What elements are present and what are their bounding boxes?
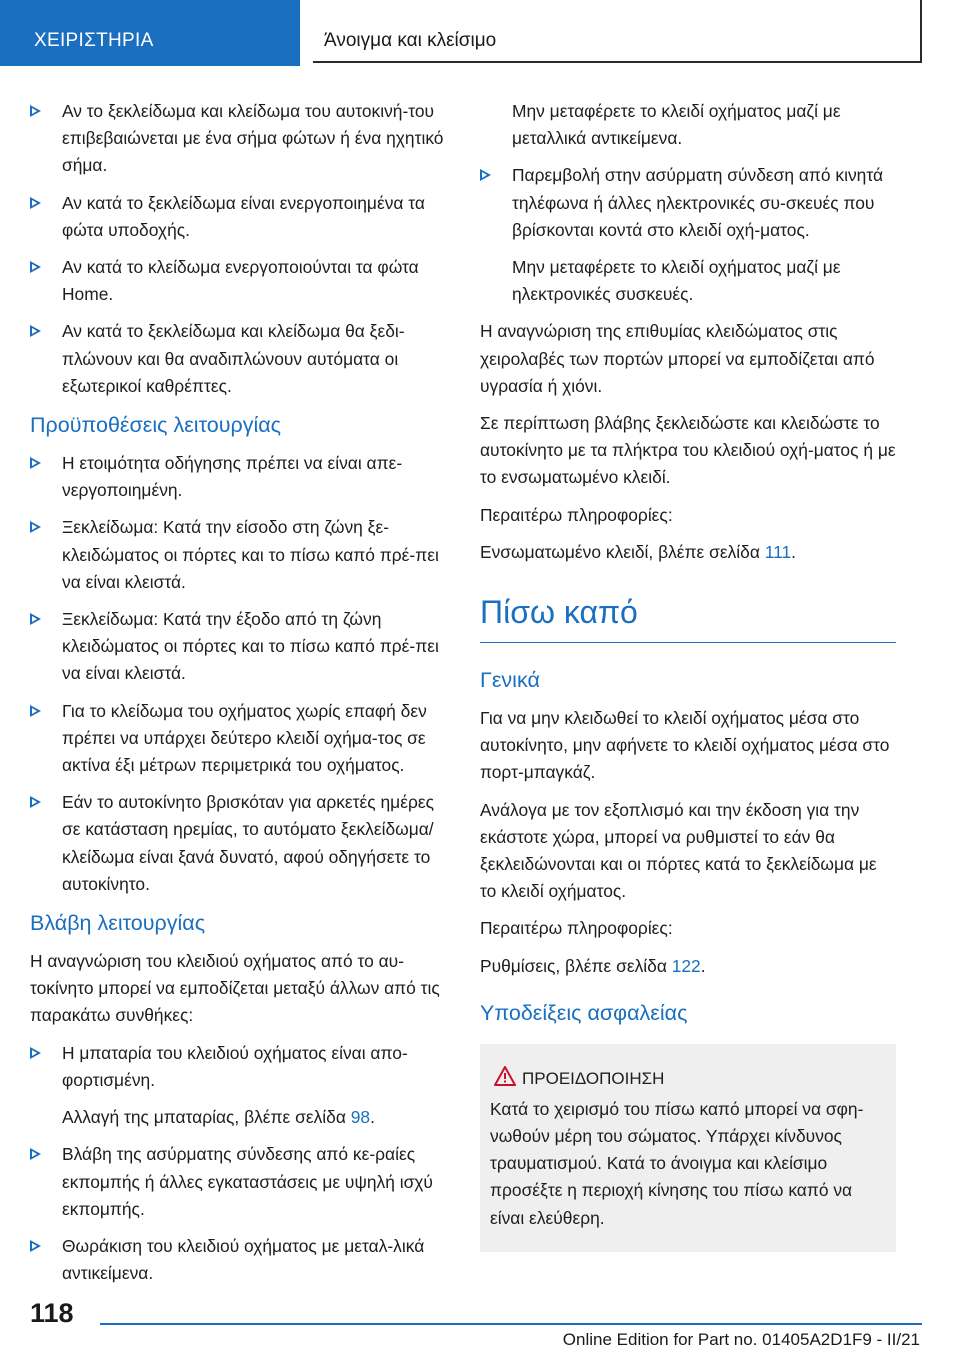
list-item <box>30 606 454 688</box>
list-item-text: Ξεκλείδωμα: Κατά την έξοδο από τη ζώνη κλειδώματος οι πόρτες και το πίσω καπό πρέ-πει να είναι κλειστά. <box>62 609 439 684</box>
list-item-text: Ξεκλείδωμα: Κατά την είσοδο στη ζώνη ξε-κλειδώματος οι πόρτες και το πίσω καπό πρέ-πει να είναι κλειστά. <box>62 517 439 592</box>
list-item <box>30 698 454 780</box>
heading-general: Γενικά <box>480 668 540 693</box>
list-item <box>30 514 454 596</box>
list-item <box>30 1233 454 1287</box>
reference-text: Ενσωματωμένο κλειδί, βλέπε σελίδα <box>480 541 765 562</box>
list-item <box>30 318 454 400</box>
heading-prerequisites: Προϋποθέσεις λειτουργίας <box>30 413 282 438</box>
triangle-bullet-icon <box>30 521 41 533</box>
list-item <box>30 1040 454 1094</box>
list-item-text: Αν κατά το ξεκλείδωμα είναι ενεργοποιημένα τα φώτα υποδοχής. <box>62 192 425 240</box>
page-link-98[interactable]: 98 <box>350 1107 371 1128</box>
triangle-bullet-icon <box>30 325 41 337</box>
triangle-bullet-icon <box>30 1148 41 1160</box>
triangle-bullet-icon <box>30 1240 41 1252</box>
heading-safety-notes: Υποδείξεις ασφαλείας <box>480 1000 688 1025</box>
list-item <box>30 190 454 244</box>
header-section-title: ΧΕΙΡΙΣΤΗΡΙΑ <box>34 30 154 51</box>
list-item-text: Αν κατά το ξεκλείδωμα και κλείδωμα θα ξεδι-πλώνουν και θα αναδιπλώνουν αυτόματα οι εξωτερικοί καθρέπτες. <box>62 321 405 396</box>
reference-text: Αλλαγή της μπαταρίας, βλέπε σελίδα <box>62 1107 351 1128</box>
list-item-text: Για το κλείδωμα του οχήματος χωρίς επαφή δεν πρέπει να υπάρχει δεύτερο κλειδί οχήμα-τος σε ακτίνα έξι μέτρων περιμετρικά του οχήματος. <box>62 700 427 776</box>
page-number: 118 <box>30 1298 74 1328</box>
triangle-bullet-icon <box>480 169 491 181</box>
triangle-bullet-icon <box>30 197 41 209</box>
page-link-122[interactable]: 122 <box>671 955 701 976</box>
header-topic-box <box>313 0 922 63</box>
heading-malfunction: Βλάβη λειτουργίας <box>30 911 206 936</box>
list-item <box>30 98 454 180</box>
list-item <box>480 162 896 244</box>
list-item-text: Η ετοιμότητα οδήγησης πρέπει να είναι απε-νεργοποιημένη. <box>62 453 403 501</box>
more-info-label: Περαιτέρω πληροφορίες: <box>480 504 673 525</box>
footer-edition: Online Edition for Part no. 01405A2D1F9 - II/21 <box>562 1330 920 1349</box>
list-item <box>30 450 454 504</box>
malfunction-intro: Η αναγνώριση του κλειδιού οχήματος από το αυ-τοκίνητο μπορεί να εμποδίζεται μεταξύ άλλων από τις παρακάτω συνθήκες: <box>30 951 440 1026</box>
more-info-label: Περαιτέρω πληροφορίες: <box>480 918 673 939</box>
warning-triangle-icon <box>494 1066 516 1086</box>
list-item <box>30 789 454 898</box>
list-item-text: Αν το ξεκλείδωμα και κλείδωμα του αυτοκινή-του επιβεβαιώνεται με ένα σήμα φώτων ή ένα ηχητικό σήμα. <box>62 101 444 176</box>
triangle-bullet-icon <box>30 261 41 273</box>
warning-title: ΠΡΟΕΙΔΟΠΟΙΗΣΗ <box>522 1068 665 1088</box>
fault-unlock-paragraph: Σε περίπτωση βλάβης ξεκλειδώστε και κλειδώστε το αυτοκίνητο με τα πλήκτρα του κλειδιού οχή-ματος ή με το ενσωματωμένο κλειδί. <box>480 413 896 488</box>
settings-reference: Ρυθμίσεις, βλέπε σελίδα 122. <box>480 955 706 976</box>
warning-title-row <box>490 1066 880 1092</box>
list-item-text: Η μπαταρία του κλειδιού οχήματος είναι απο-φορτισμένη. <box>62 1042 408 1090</box>
integrated-key-reference: Ενσωματωμένο κλειδί, βλέπε σελίδα 111. <box>480 541 796 562</box>
right-column <box>480 98 896 1252</box>
door-handles-paragraph: Η αναγνώριση της επιθυμίας κλειδώματος στις χειρολαβές των πορτών μπορεί να εμποδίζεται από υγρασία ή χιόνι. <box>480 321 875 396</box>
list-item-text: Βλάβη της ασύρματης σύνδεσης από κε-ραίες εκπομπής ή άλλες εγκαταστάσεις με υψηλή ισχύ εκπομπής. <box>62 1144 433 1219</box>
triangle-bullet-icon <box>30 105 41 117</box>
general-paragraph-2: Ανάλογα με τον εξοπλισμό και την έκδοση για την εκάστοτε χώρα, μπορεί να ρυθμιστεί το εάν θα ξεκλειδώνονται και οι πόρτες κατά το ξεκλείδωμα με το κλειδί οχήματος. <box>480 799 877 902</box>
battery-reference: Αλλαγή της μπαταρίας, βλέπε σελίδα 98. <box>62 1107 375 1128</box>
reference-text: Ρυθμίσεις, βλέπε σελίδα <box>480 955 672 976</box>
list-item-text: Εάν το αυτοκίνητο βρισκόταν για αρκετές ημέρες σε κατάσταση ηρεμίας, το αυτόματο ξεκλείδωμα/κλείδωμα είναι ξανά δυνατό, αφού οδηγήσετε το αυτοκίνητο. <box>62 792 434 894</box>
list-item-text: Θωράκιση του κλειδιού οχήματος με μεταλ-λικά αντικείμενα. <box>62 1235 425 1284</box>
header-topic-title: Άνοιγμα και κλείσιμο <box>324 30 497 51</box>
list-item-text: Παρεμβολή στην ασύρματη σύνδεση από κινητά τηλέφωνα ή άλλες ηλεκτρονικές συ-σκευές που βρίσκονται κοντά στο κλειδί οχή-ματος. <box>512 165 884 240</box>
triangle-bullet-icon <box>30 613 41 625</box>
triangle-bullet-icon <box>30 705 41 717</box>
triangle-bullet-icon <box>30 1047 41 1059</box>
heading-tailgate: Πίσω καπό <box>480 592 896 643</box>
footer-divider <box>100 1323 922 1325</box>
triangle-bullet-icon <box>30 796 41 808</box>
interference-advice: Μην μεταφέρετε το κλειδί οχήματος μαζί με ηλεκτρονικές συσκευές. <box>512 257 841 305</box>
continuation-text: Μην μεταφέρετε το κλειδί οχήματος μαζί με μεταλλικά αντικείμενα. <box>512 101 841 149</box>
warning-text: Κατά το χειρισμό του πίσω καπό μπορεί να σφη-νωθούν μέρη του σώματος. Υπάρχει κίνδυνος τραυματισμού. Κατά το άνοιγμα και κλείσιμο προσέξτε η περιοχή κίνησης του πίσω καπό να είναι ελεύθερη. <box>490 1098 864 1228</box>
list-item-text: Αν κατά το κλείδωμα ενεργοποιούνται τα φώτα Home. <box>62 257 419 305</box>
list-item <box>30 1141 454 1223</box>
general-paragraph-1: Για να μην κλειδωθεί το κλειδί οχήματος μέσα στο αυτοκίνητο, μην αφήνετε το κλειδί οχήματος μέσα στο πορτ-μπαγκάζ. <box>480 708 890 783</box>
page-link-111[interactable]: 111 <box>764 541 792 562</box>
warning-box <box>480 1044 896 1252</box>
left-column <box>30 98 454 1297</box>
list-item <box>30 254 454 308</box>
triangle-bullet-icon <box>30 457 41 469</box>
header-section-tab <box>0 0 300 66</box>
